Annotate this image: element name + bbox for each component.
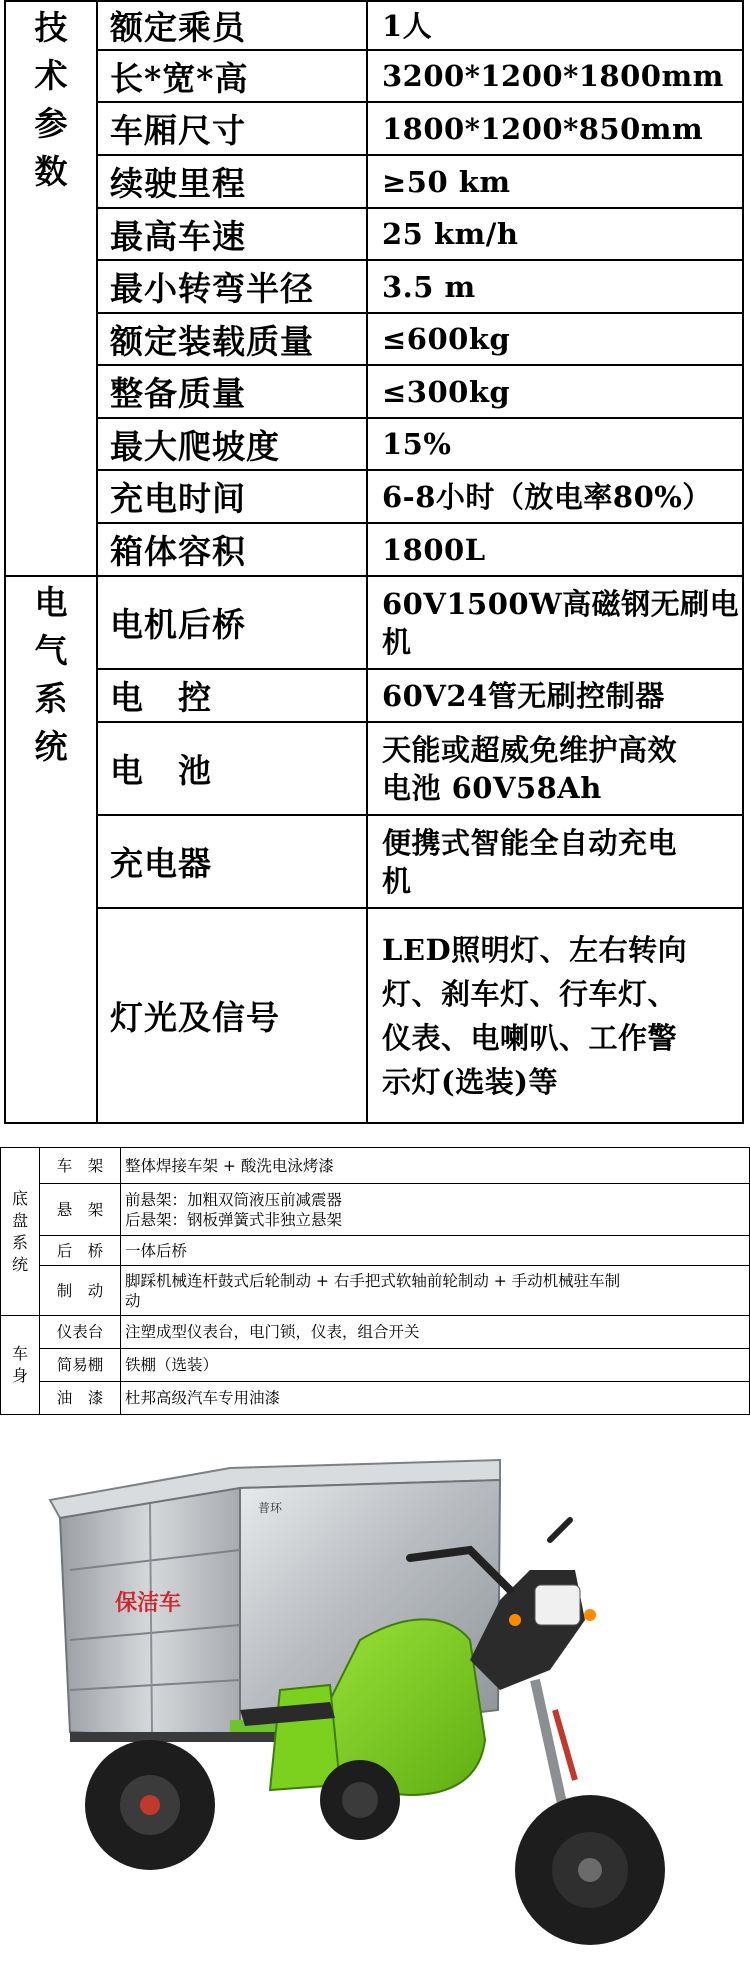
spec-value: 60V24管无刷控制器 <box>367 669 743 722</box>
spec-row <box>5 669 743 722</box>
category-char: 盘 <box>11 1210 28 1230</box>
spec-row <box>5 102 743 155</box>
spec-value: 25 km/h <box>367 208 743 260</box>
middle-wheel <box>320 1760 400 1840</box>
spec-name: 额定乘员 <box>97 1 367 50</box>
spec-row <box>5 1 743 50</box>
category-char: 统 <box>11 1254 28 1274</box>
spec-value: 3.5 m <box>367 260 743 313</box>
category-cell-technical <box>5 1 97 576</box>
category-char: 底 <box>11 1188 28 1208</box>
category-char: 身 <box>11 1366 28 1385</box>
spec-name: 续驶里程 <box>97 155 367 208</box>
turn-signal-icon <box>584 1609 596 1621</box>
spec-name: 充电器 <box>97 815 367 908</box>
spec-row <box>5 50 743 102</box>
spec-name: 电机后桥 <box>97 576 367 669</box>
spec-row <box>5 722 743 815</box>
brand-mark: 普环 <box>258 1501 283 1515</box>
spec-value: 便携式智能全自动充电 机 <box>367 815 743 908</box>
spec-name: 电 池 <box>97 722 367 815</box>
chassis-row <box>1 1316 750 1349</box>
spec-table <box>4 0 744 1124</box>
spec-row <box>5 576 743 669</box>
spec-value: 6-8小时（放电率80%） <box>367 470 743 523</box>
spec-name: 长*宽*高 <box>97 50 367 102</box>
category-cell-chassis <box>1 1148 40 1316</box>
spec-name: 最小转弯半径 <box>97 260 367 313</box>
front-wheel <box>515 1795 665 1945</box>
spec-row <box>5 908 743 1123</box>
chassis-name: 仪表台 <box>40 1316 121 1349</box>
chassis-value: 整体焊接车架 + 酸洗电泳烤漆 <box>121 1148 750 1184</box>
spec-name: 灯光及信号 <box>97 908 367 1123</box>
category-char: 术 <box>34 56 68 95</box>
spec-row <box>5 418 743 470</box>
chassis-value: 注塑成型仪表台，电门锁，仪表，组合开关 <box>121 1316 750 1349</box>
category-char: 数 <box>34 152 68 191</box>
spec-name: 车厢尺寸 <box>97 102 367 155</box>
spec-row <box>5 523 743 576</box>
category-char: 统 <box>34 727 68 766</box>
spec-row <box>5 365 743 418</box>
category-char: 电 <box>34 583 68 622</box>
spec-name: 最大爬坡度 <box>97 418 367 470</box>
headlight-icon <box>535 1585 580 1625</box>
cleaning-tricycle-image <box>30 1440 730 1975</box>
spec-row <box>5 470 743 523</box>
chassis-value: 一体后桥 <box>121 1236 750 1266</box>
chassis-value: 杜邦高级汽车专用油漆 <box>121 1382 750 1415</box>
chassis-name: 车 架 <box>40 1148 121 1184</box>
category-cell-body <box>1 1316 40 1415</box>
rear-wheel <box>85 1740 215 1870</box>
spec-value: 1800*1200*850mm <box>367 102 743 155</box>
spec-value: ≥50 km <box>367 155 743 208</box>
category-char: 参 <box>34 104 68 143</box>
spec-value: LED照明灯、左右转向 灯、刹车灯、行车灯、 仪表、电喇叭、工作警 示灯(选装)等 <box>367 908 743 1123</box>
box-label: 保洁车 <box>114 1591 182 1616</box>
spec-value: 3200*1200*1800mm <box>367 50 743 102</box>
chassis-value: 前悬架：加粗双筒液压前减震器 后悬架：钢板弹簧式非独立悬架 <box>121 1184 750 1236</box>
spec-name: 充电时间 <box>97 470 367 523</box>
chassis-row <box>1 1148 750 1184</box>
chassis-value: 脚踩机械连杆鼓式后轮制动 + 右手把式软轴前轮制动 + 手动机械驻车制 动 <box>121 1266 750 1316</box>
spec-value: 15% <box>367 418 743 470</box>
chassis-table <box>0 1147 750 1415</box>
chassis-name: 后 桥 <box>40 1236 121 1266</box>
spec-row <box>5 313 743 365</box>
chassis-row <box>1 1349 750 1382</box>
spec-row <box>5 208 743 260</box>
chassis-row <box>1 1382 750 1415</box>
chassis-row <box>1 1184 750 1236</box>
category-char: 气 <box>34 631 68 670</box>
chassis-name: 简易棚 <box>40 1349 121 1382</box>
spec-row <box>5 815 743 908</box>
chassis-name: 油 漆 <box>40 1382 121 1415</box>
spec-name: 最高车速 <box>97 208 367 260</box>
spec-row <box>5 155 743 208</box>
category-char: 系 <box>34 679 68 718</box>
chassis-name: 悬 架 <box>40 1184 121 1236</box>
spec-value: ≤300kg <box>367 365 743 418</box>
spec-row <box>5 260 743 313</box>
spec-value: 1人 <box>367 1 743 50</box>
chassis-value: 铁棚（选装） <box>121 1349 750 1382</box>
spec-value: 60V1500W高磁钢无刷电 机 <box>367 576 743 669</box>
spec-value: 1800L <box>367 523 743 576</box>
category-cell-electrical <box>5 576 97 1123</box>
category-char: 车 <box>11 1344 28 1363</box>
spec-name: 额定装载质量 <box>97 313 367 365</box>
category-char: 系 <box>11 1232 28 1252</box>
chassis-row <box>1 1236 750 1266</box>
spec-name: 整备质量 <box>97 365 367 418</box>
spec-name: 箱体容积 <box>97 523 367 576</box>
mirror-icon <box>550 1520 570 1540</box>
chassis-name: 制 动 <box>40 1266 121 1316</box>
spec-name: 电 控 <box>97 669 367 722</box>
spec-value: 天能或超威免维护高效 电池 60V58Ah <box>367 722 743 815</box>
chassis-row <box>1 1266 750 1316</box>
turn-signal-icon <box>509 1614 521 1626</box>
category-char: 技 <box>34 8 68 47</box>
spec-value: ≤600kg <box>367 313 743 365</box>
